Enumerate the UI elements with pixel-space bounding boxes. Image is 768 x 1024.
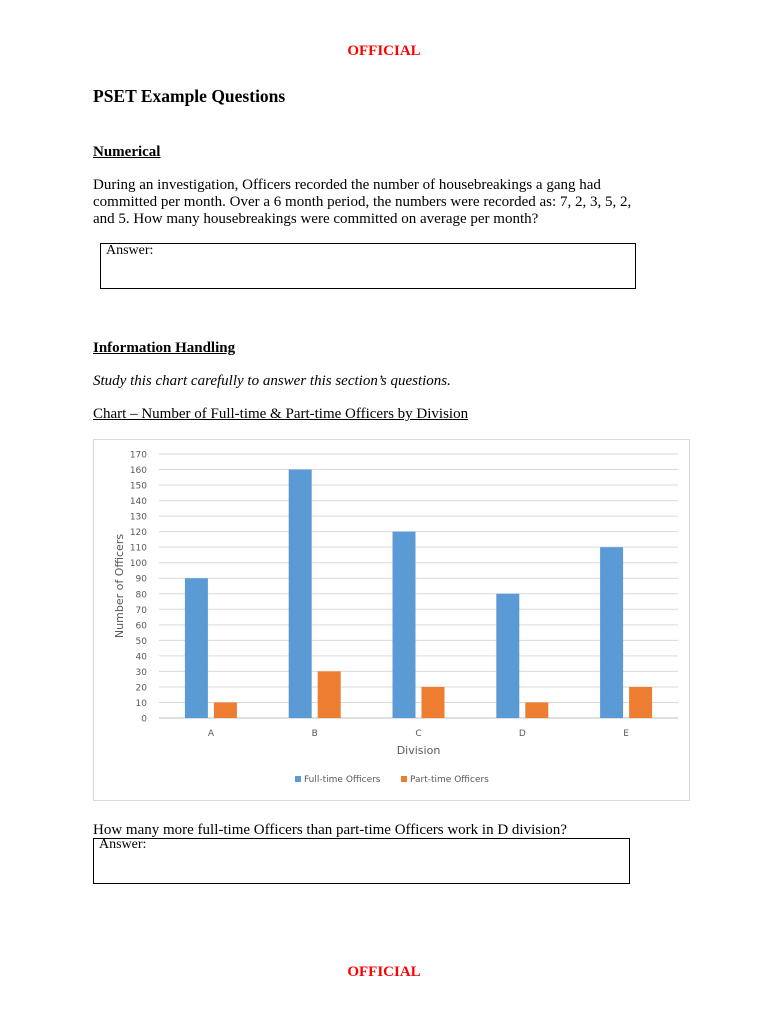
y-tick-label: 20	[135, 683, 147, 694]
y-tick-label: 30	[135, 667, 147, 678]
x-tick-label: C	[415, 729, 422, 739]
numerical-question-line: and 5. How many housebreakings were committed on average per month?	[93, 211, 539, 227]
chart-instruction: Study this chart carefully to answer this section’s questions.	[93, 373, 451, 389]
section-heading-information-handling: Information Handling	[93, 340, 236, 356]
x-tick-label: B	[311, 729, 318, 739]
bar-part-time-officers-b	[318, 671, 341, 718]
bar-full-time-officers-d	[496, 594, 519, 718]
y-tick-label: 160	[129, 466, 147, 477]
bar-part-time-officers-c	[422, 687, 445, 718]
answer-label: Answer:	[99, 837, 147, 852]
y-tick-label: 170	[129, 450, 147, 461]
legend-swatch	[295, 776, 301, 782]
bar-chart	[93, 439, 690, 801]
y-tick-label: 70	[135, 605, 147, 616]
x-tick-label: E	[623, 729, 629, 739]
legend-label: Part-time Officers	[410, 775, 489, 785]
bar-part-time-officers-d	[525, 702, 548, 718]
y-tick-label: 0	[141, 714, 147, 725]
x-tick-label: A	[207, 729, 214, 739]
information-handling-question: How many more full-time Officers than part-time Officers work in D division?	[93, 822, 567, 838]
bar-full-time-officers-c	[393, 532, 416, 718]
legend-label: Full-time Officers	[304, 775, 381, 785]
y-tick-label: 120	[129, 528, 147, 539]
answer-label: Answer:	[106, 243, 154, 258]
y-tick-label: 50	[135, 636, 147, 647]
y-axis-title: Number of Officers	[113, 533, 126, 639]
bar-part-time-officers-e	[629, 687, 652, 718]
page-title: PSET Example Questions	[93, 86, 286, 106]
numerical-question	[93, 177, 663, 228]
chart-caption: Chart – Number of Full-time & Part-time Officers by Division	[93, 406, 469, 422]
bar-full-time-officers-e	[600, 547, 623, 718]
y-tick-label: 110	[129, 543, 147, 554]
numerical-question-line: During an investigation, Officers recorded the number of housebreakings a gang had	[93, 177, 601, 193]
y-tick-label: 100	[129, 559, 147, 570]
y-tick-label: 130	[129, 512, 147, 523]
chart-canvas	[94, 440, 691, 802]
section-heading-numerical: Numerical	[93, 144, 161, 160]
numerical-question-line: committed per month. Over a 6 month period, the numbers were recorded as: 7, 2, 3, 5, 2,	[93, 194, 632, 210]
y-tick-label: 60	[135, 621, 147, 632]
header-marking: OFFICIAL	[347, 43, 421, 59]
bar-full-time-officers-a	[185, 578, 208, 718]
y-tick-label: 90	[135, 574, 147, 585]
x-axis-title: Division	[396, 744, 441, 757]
bar-full-time-officers-b	[289, 470, 312, 718]
legend-swatch	[401, 776, 407, 782]
footer-marking: OFFICIAL	[347, 964, 421, 980]
information-handling-answer-box[interactable]	[93, 838, 630, 884]
x-tick-label: D	[518, 729, 526, 739]
numerical-answer-box[interactable]	[100, 243, 636, 289]
y-tick-label: 40	[135, 652, 147, 663]
y-tick-label: 80	[135, 590, 147, 601]
bar-part-time-officers-a	[214, 702, 237, 718]
y-tick-label: 140	[129, 497, 147, 508]
y-tick-label: 10	[135, 698, 147, 709]
y-tick-label: 150	[129, 481, 147, 492]
